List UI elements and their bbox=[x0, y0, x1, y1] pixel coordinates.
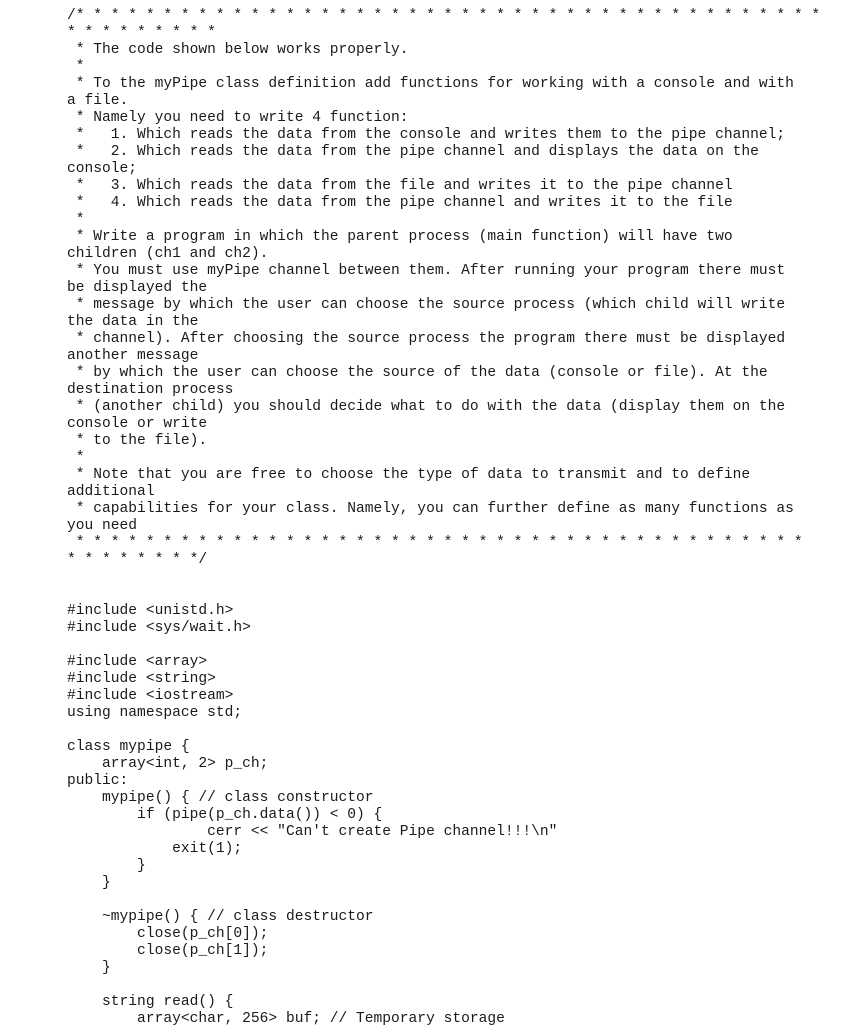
code-line bbox=[67, 892, 841, 909]
code-line: array<char, 256> buf; // Temporary storage bbox=[67, 1011, 505, 1027]
code-line: close(p_ch[0]); bbox=[67, 926, 269, 942]
code-line: class mypipe { bbox=[67, 739, 190, 755]
code-line: public: bbox=[67, 773, 129, 789]
code-line: ~mypipe() { // class destructor bbox=[67, 909, 374, 925]
code-line: be displayed the bbox=[67, 280, 208, 296]
code-line: close(p_ch[1]); bbox=[67, 943, 269, 959]
code-line: * The code shown below works properly. bbox=[67, 42, 409, 58]
code-line: } bbox=[67, 858, 146, 874]
code-line: destination process bbox=[67, 382, 234, 398]
code-line: * To the myPipe class definition add functions for working with a console and with bbox=[67, 76, 794, 92]
code-line: * message by which the user can choose the source process (which child will write bbox=[67, 297, 786, 313]
code-line: * Note that you are free to choose the type of data to transmit and to define bbox=[67, 467, 751, 483]
code-line: array<int, 2> p_ch; bbox=[67, 756, 269, 772]
code-line: * Namely you need to write 4 function: bbox=[67, 110, 409, 126]
code-line: * (another child) you should decide what to do with the data (display them on the bbox=[67, 399, 786, 415]
code-line: } bbox=[67, 960, 111, 976]
code-line bbox=[67, 569, 841, 586]
code-line: * 2. Which reads the data from the pipe channel and displays the data on the bbox=[67, 144, 759, 160]
code-line: * to the file). bbox=[67, 433, 208, 449]
code-line: #include <unistd.h> bbox=[67, 603, 234, 619]
code-line: console; bbox=[67, 161, 138, 177]
code-line: another message bbox=[67, 348, 199, 364]
code-line: * by which the user can choose the source of the data (console or file). At the bbox=[67, 365, 768, 381]
code-line: children (ch1 and ch2). bbox=[67, 246, 269, 262]
code-line: * * * * * * * * * * * * * * * * * * * * * * * * * * * * * * * * * * * * * * * * * * bbox=[67, 535, 803, 551]
code-line: if (pipe(p_ch.data()) < 0) { bbox=[67, 807, 383, 823]
code-line: the data in the bbox=[67, 314, 199, 330]
code-line: #include <iostream> bbox=[67, 688, 234, 704]
code-line: * You must use myPipe channel between them. After running your program there must bbox=[67, 263, 786, 279]
code-line: mypipe() { // class constructor bbox=[67, 790, 374, 806]
code-line: } bbox=[67, 875, 111, 891]
code-line: * bbox=[67, 212, 85, 228]
code-line bbox=[67, 722, 841, 739]
code-line: * Write a program in which the parent process (main function) will have two bbox=[67, 229, 733, 245]
code-line: * capabilities for your class. Namely, you can further define as many functions as bbox=[67, 501, 794, 517]
code-line: using namespace std; bbox=[67, 705, 243, 721]
code-line: * 3. Which reads the data from the file and writes it to the pipe channel bbox=[67, 178, 733, 194]
code-line: #include <array> bbox=[67, 654, 208, 670]
code-line: * bbox=[67, 59, 85, 75]
code-line: string read() { bbox=[67, 994, 234, 1010]
code-line bbox=[67, 977, 841, 994]
code-line: console or write bbox=[67, 416, 208, 432]
code-line: cerr << "Can't create Pipe channel!!!\n" bbox=[67, 824, 558, 840]
code-line: #include <sys/wait.h> bbox=[67, 620, 251, 636]
code-line: * * * * * * * */ bbox=[67, 552, 208, 568]
code-line: * * * * * * * * * bbox=[67, 25, 216, 41]
code-line: a file. bbox=[67, 93, 129, 109]
code-line: * 1. Which reads the data from the console and writes them to the pipe channel; bbox=[67, 127, 786, 143]
code-line bbox=[67, 637, 841, 654]
code-line: exit(1); bbox=[67, 841, 243, 857]
code-line: you need bbox=[67, 518, 138, 534]
code-line: additional bbox=[67, 484, 155, 500]
code-line: * channel). After choosing the source process the program there must be displayed bbox=[67, 331, 786, 347]
code-line: * 4. Which reads the data from the pipe channel and writes it to the file bbox=[67, 195, 733, 211]
code-line bbox=[67, 586, 841, 603]
code-line: * bbox=[67, 450, 85, 466]
code-line: #include <string> bbox=[67, 671, 216, 687]
code-line: /* * * * * * * * * * * * * * * * * * * * * * * * * * * * * * * * * * * * * * * * * * * bbox=[67, 8, 821, 24]
